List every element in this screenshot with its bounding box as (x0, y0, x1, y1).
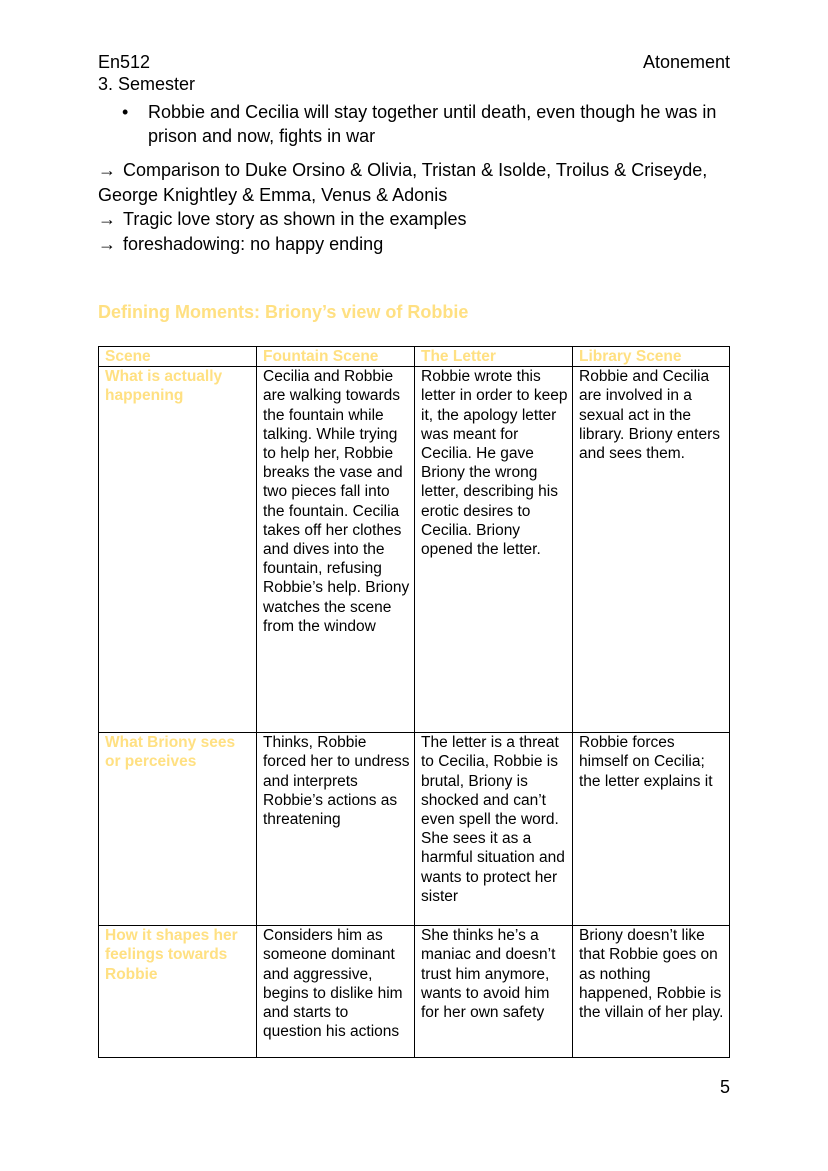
page-number: 5 (719, 1077, 730, 1097)
section-heading: Defining Moments: Briony’s view of Robbie (98, 302, 469, 322)
bullet-text: Robbie and Cecilia will stay together until death, even though he was in prison and now, fights in war (148, 102, 717, 146)
table-row (99, 733, 730, 926)
list-item (120, 100, 740, 148)
note-text: foreshadowing: no happy ending (123, 233, 384, 254)
note-line (98, 207, 738, 232)
table-row (99, 926, 730, 1058)
bullet-list (120, 100, 740, 148)
defining-moments-table (98, 346, 730, 1058)
arrow-icon: → (98, 160, 116, 180)
header-cell-library: Library Scene (573, 347, 730, 367)
table-cell: Robbie wrote this letter in order to keep it, the apology letter was meant for Cecilia. He gave Briony the wrong letter, describing his erotic desires to Cecilia. Briony opened the letter. (415, 367, 573, 733)
arrow-notes (98, 158, 738, 256)
page-header-topic: Atonement (642, 52, 730, 72)
table-cell: Cecilia and Robbie are walking towards the fountain while talking. While trying to help her, Robbie breaks the vase and two pieces fall into the fountain. Cecilia takes off her clothes and dives into the fountain, refusing Robbie’s help. Briony watches the scene from the window (257, 367, 415, 733)
note-text: Comparison to Duke Orsino & Olivia, Tristan & Isolde, Troilus & Criseyde, George Knightley & Emma, Venus & Adonis (98, 160, 708, 205)
arrow-icon: → (98, 233, 116, 254)
arrow-icon: → (98, 209, 116, 229)
row-label: What Briony sees or perceives (99, 733, 257, 926)
bullet-icon: • (122, 102, 129, 122)
table-cell: She thinks he’s a maniac and doesn’t trust him anymore, wants to avoid him for her own safety (415, 926, 573, 1058)
table-cell: Robbie forces himself on Cecilia; the letter explains it (573, 733, 730, 926)
table-cell: Robbie and Cecilia are involved in a sexual act in the library. Briony enters and sees them. (573, 367, 730, 733)
header-cell-letter: The Letter (415, 347, 573, 367)
note-line (98, 158, 738, 207)
header-cell-fountain: Fountain Scene (257, 347, 415, 367)
page-header-left (98, 51, 195, 95)
table-header-row (99, 347, 730, 367)
row-label: What is actually happening (99, 367, 257, 733)
table-cell: Briony doesn’t like that Robbie goes on as nothing happened, Robbie is the villain of her play. (573, 926, 730, 1058)
note-line (98, 232, 738, 257)
header-cell-scene: Scene (99, 347, 257, 367)
semester-label: 3. Semester (98, 74, 196, 94)
course-code: En512 (98, 52, 151, 72)
note-text: Tragic love story as shown in the examples (123, 209, 467, 229)
table-cell: Thinks, Robbie forced her to undress and interprets Robbie’s actions as threatening (257, 733, 415, 926)
row-label: How it shapes her feelings towards Robbie (99, 926, 257, 1058)
table-cell: The letter is a threat to Cecilia, Robbie is brutal, Briony is shocked and can’t even spell the word. She sees it as a harmful situation and wants to protect her sister (415, 733, 573, 926)
table-cell: Considers him as someone dominant and aggressive, begins to dislike him and starts to question his actions (257, 926, 415, 1058)
table-row (99, 367, 730, 733)
